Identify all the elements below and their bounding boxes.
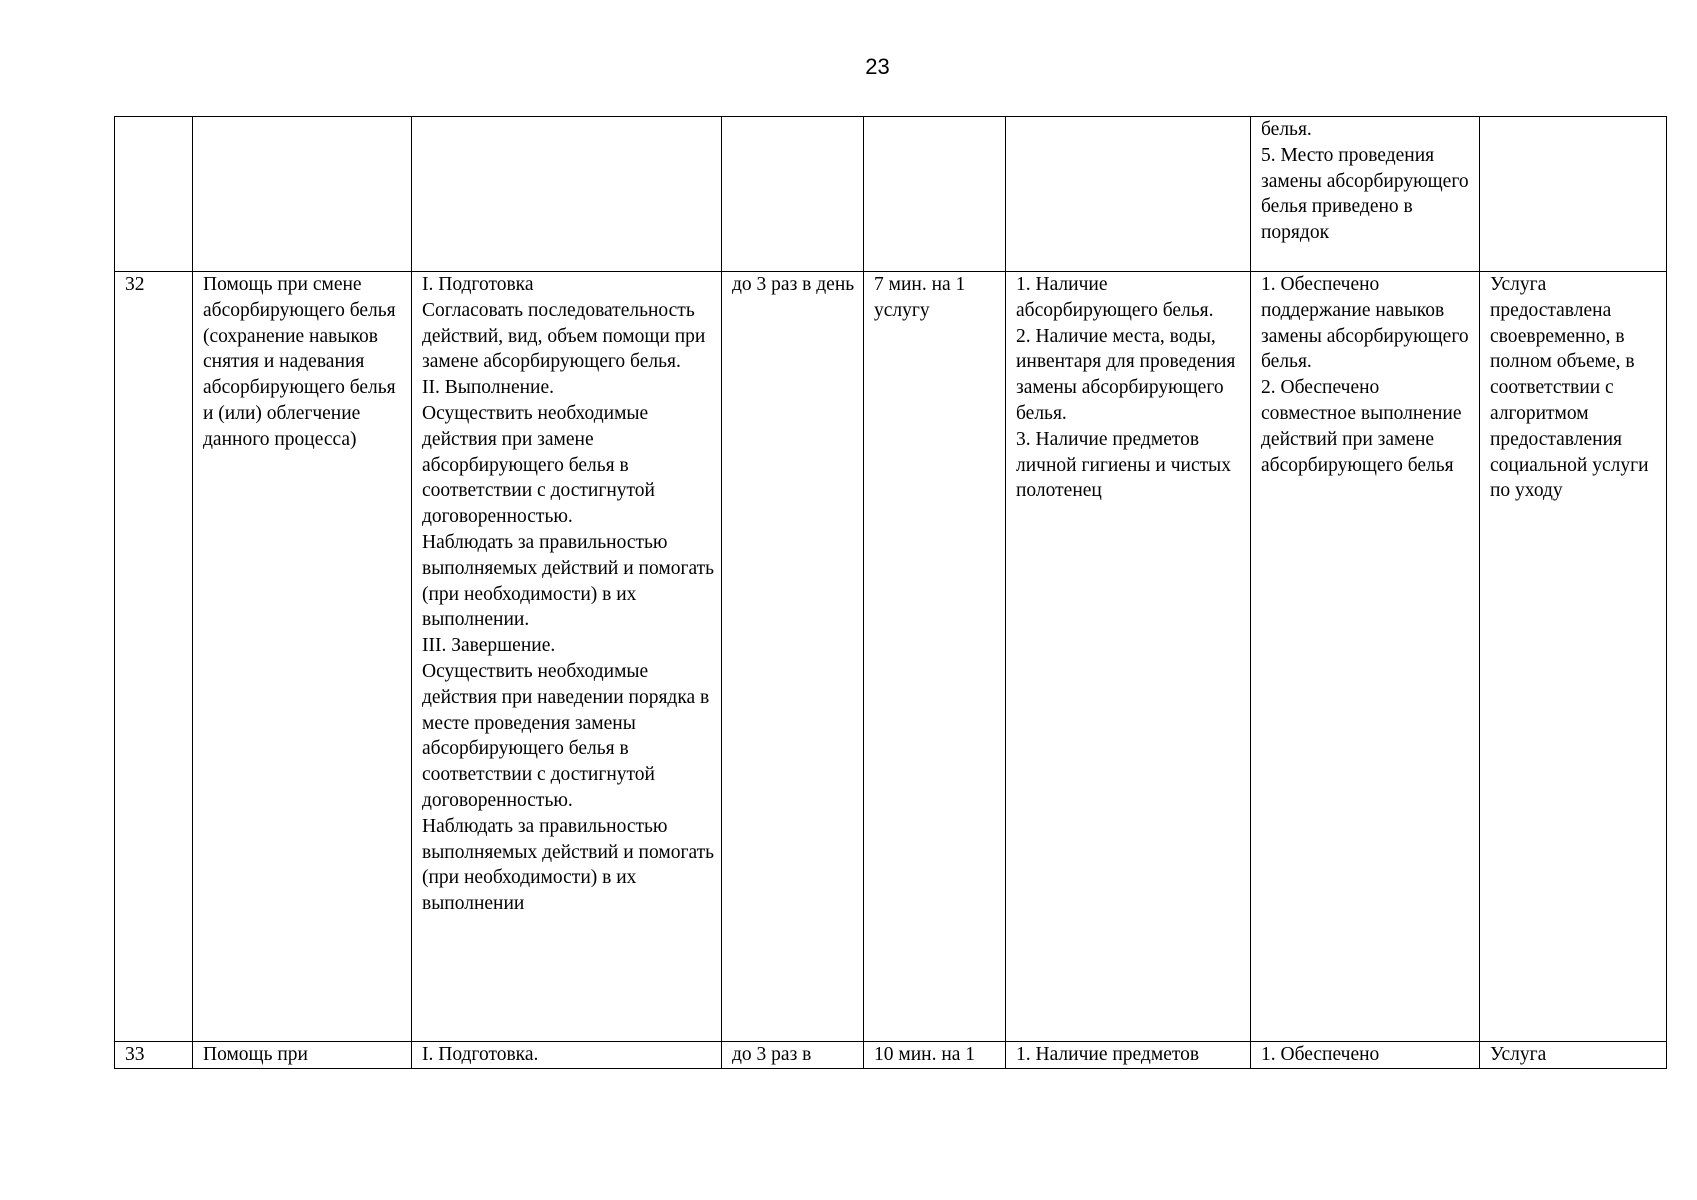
cell-duration: 7 мин. на 1 услугу [864, 272, 1006, 1042]
table-row-32 [115, 272, 1667, 1042]
cell-conditions [1006, 117, 1251, 272]
cell-service-content: I. Подготовка. [412, 1042, 722, 1069]
cell-indicators: 1. Обеспечено [1251, 1042, 1480, 1069]
cell-conditions: 1. Наличие абсорбирующего белья. 2. Наличие места, воды, инвентаря для проведения замены абсорбирующего белья. 3. Наличие предметов личной гигиены и чистых полотенец [1006, 272, 1251, 1042]
cell-service-name [193, 117, 412, 272]
cell-service-name: Помощь при смене абсорбирующего белья (сохранение навыков снятия и надевания абсорбирующего белья и (или) облегчение данного процесса) [193, 272, 412, 1042]
cell-number [115, 117, 193, 272]
cell-indicators: белья. 5. Место проведения замены абсорбирующего белья приведено в порядок [1251, 117, 1480, 272]
services-table [114, 116, 1667, 1069]
cell-assessment [1480, 117, 1667, 272]
cell-service-content: I. Подготовка Согласовать последовательность действий, вид, объем помощи при замене абсорбирующего белья. II. Выполнение. Осуществить необходимые действия при замене абсорбирующего белья в соответствии с достигнутой договоренностью. Наблюдать за правильностью выполняемых действий и помогать (при необходимости) в их выполнении. III. Завершение. Осуществить необходимые действия при наведении порядка в месте проведения замены абсорбирующего белья в соответствии с достигнутой договоренностью. Наблюдать за правильностью выполняемых действий и помогать (при необходимости) в их выполнении [412, 272, 722, 1042]
cell-assessment: Услуга предоставлена своевременно, в полном объеме, в соответствии с алгоритмом предоставления социальной услуги по уходу [1480, 272, 1667, 1042]
cell-frequency: до 3 раз в [722, 1042, 864, 1069]
cell-conditions: 1. Наличие предметов [1006, 1042, 1251, 1069]
cell-indicators: 1. Обеспечено поддержание навыков замены абсорбирующего белья. 2. Обеспечено совместное выполнение действий при замене абсорбирующего белья [1251, 272, 1480, 1042]
cell-number: 33 [115, 1042, 193, 1069]
cell-duration [864, 117, 1006, 272]
table-row-continuation [115, 117, 1667, 272]
cell-frequency [722, 117, 864, 272]
cell-number: 32 [115, 272, 193, 1042]
cell-service-content [412, 117, 722, 272]
page-number: 23 [865, 54, 890, 79]
cell-assessment: Услуга [1480, 1042, 1667, 1069]
cell-frequency: до 3 раз в день [722, 272, 864, 1042]
table-row-33 [115, 1042, 1667, 1069]
cell-duration: 10 мин. на 1 [864, 1042, 1006, 1069]
cell-service-name: Помощь при [193, 1042, 412, 1069]
